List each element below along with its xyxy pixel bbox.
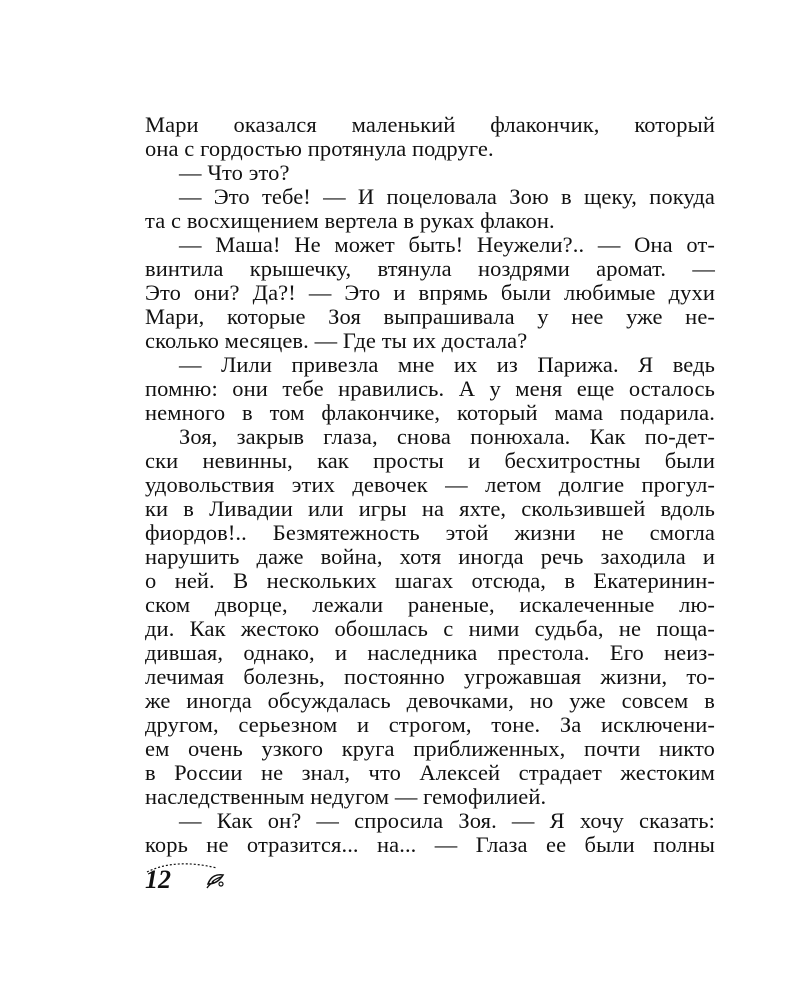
text-line: в России не знал, что Алексей страдает жестоким xyxy=(145,760,715,785)
text-line: ски невинны, как просты и бесхитростны были xyxy=(145,448,715,473)
text-line: помню: они тебе нравились. А у меня еще осталось xyxy=(145,376,715,401)
text-line: о ней. В нескольких шагах отсюда, в Екатеринин- xyxy=(145,568,715,593)
text-line: другом, серьезном и строгом, тоне. За исключени- xyxy=(145,712,715,737)
leaf-ornament-icon xyxy=(205,870,227,890)
text-line: ем очень узкого круга приближенных, почти никто xyxy=(145,736,715,761)
text-line: сколько месяцев. — Где ты их достала? xyxy=(145,328,528,353)
text-line: дившая, однако, и наследника престола. Его неиз- xyxy=(145,640,715,665)
text-line: та с восхищением вертела в руках флакон. xyxy=(145,208,555,233)
text-line: наследственным недугом — гемофилией. xyxy=(145,784,547,809)
text-line: удовольствия этих девочек — летом долгие прогул- xyxy=(145,472,715,497)
page-text-block xyxy=(145,113,715,857)
text-line: немного в том флакончике, который мама подарила. xyxy=(145,400,715,425)
text-line: — Что это? xyxy=(179,160,290,185)
text-line: — Как он? — спросила Зоя. — Я хочу сказать: xyxy=(179,808,715,833)
text-line: корь не отразится... на... — Глаза ее были полны xyxy=(145,832,715,857)
text-line: винтила крышечку, втянула ноздрями аромат. — xyxy=(145,256,715,281)
text-line: ди. Как жестоко обошлась с ними судьба, не поща- xyxy=(145,616,715,641)
text-line: ки в Ливадии или игры на яхте, скользившей вдоль xyxy=(145,496,715,521)
text-line: она с гордостью протянула подруге. xyxy=(145,136,494,161)
text-line: — Маша! Не может быть! Неужели?.. — Она от- xyxy=(179,232,715,257)
text-line: нарушить даже война, хотя иногда речь заходила и xyxy=(145,544,715,569)
text-line: Это они? Да?! — Это и впрямь были любимые духи xyxy=(145,280,715,305)
page-footer xyxy=(145,860,255,900)
text-line: ском дворце, лежали раненые, искалеченные лю- xyxy=(145,592,715,617)
page-number: 12 xyxy=(145,865,171,894)
text-line: Зоя, закрыв глаза, снова понюхала. Как по-дет- xyxy=(179,424,715,449)
text-line: — Это тебе! — И поцеловала Зою в щеку, покуда xyxy=(179,184,715,209)
text-line: же иногда обсуждалась девочками, но уже совсем в xyxy=(145,688,715,713)
text-line: фиордов!.. Безмятежность этой жизни не смогла xyxy=(145,520,715,545)
text-line: Мари, которые Зоя выпрашивала у нее уже не- xyxy=(145,304,715,329)
text-line: Мари оказался маленький флакончик, который xyxy=(145,112,715,137)
text-line: — Лили привезла мне их из Парижа. Я ведь xyxy=(179,352,715,377)
text-line: лечимая болезнь, постоянно угрожавшая жизни, то- xyxy=(145,664,715,689)
